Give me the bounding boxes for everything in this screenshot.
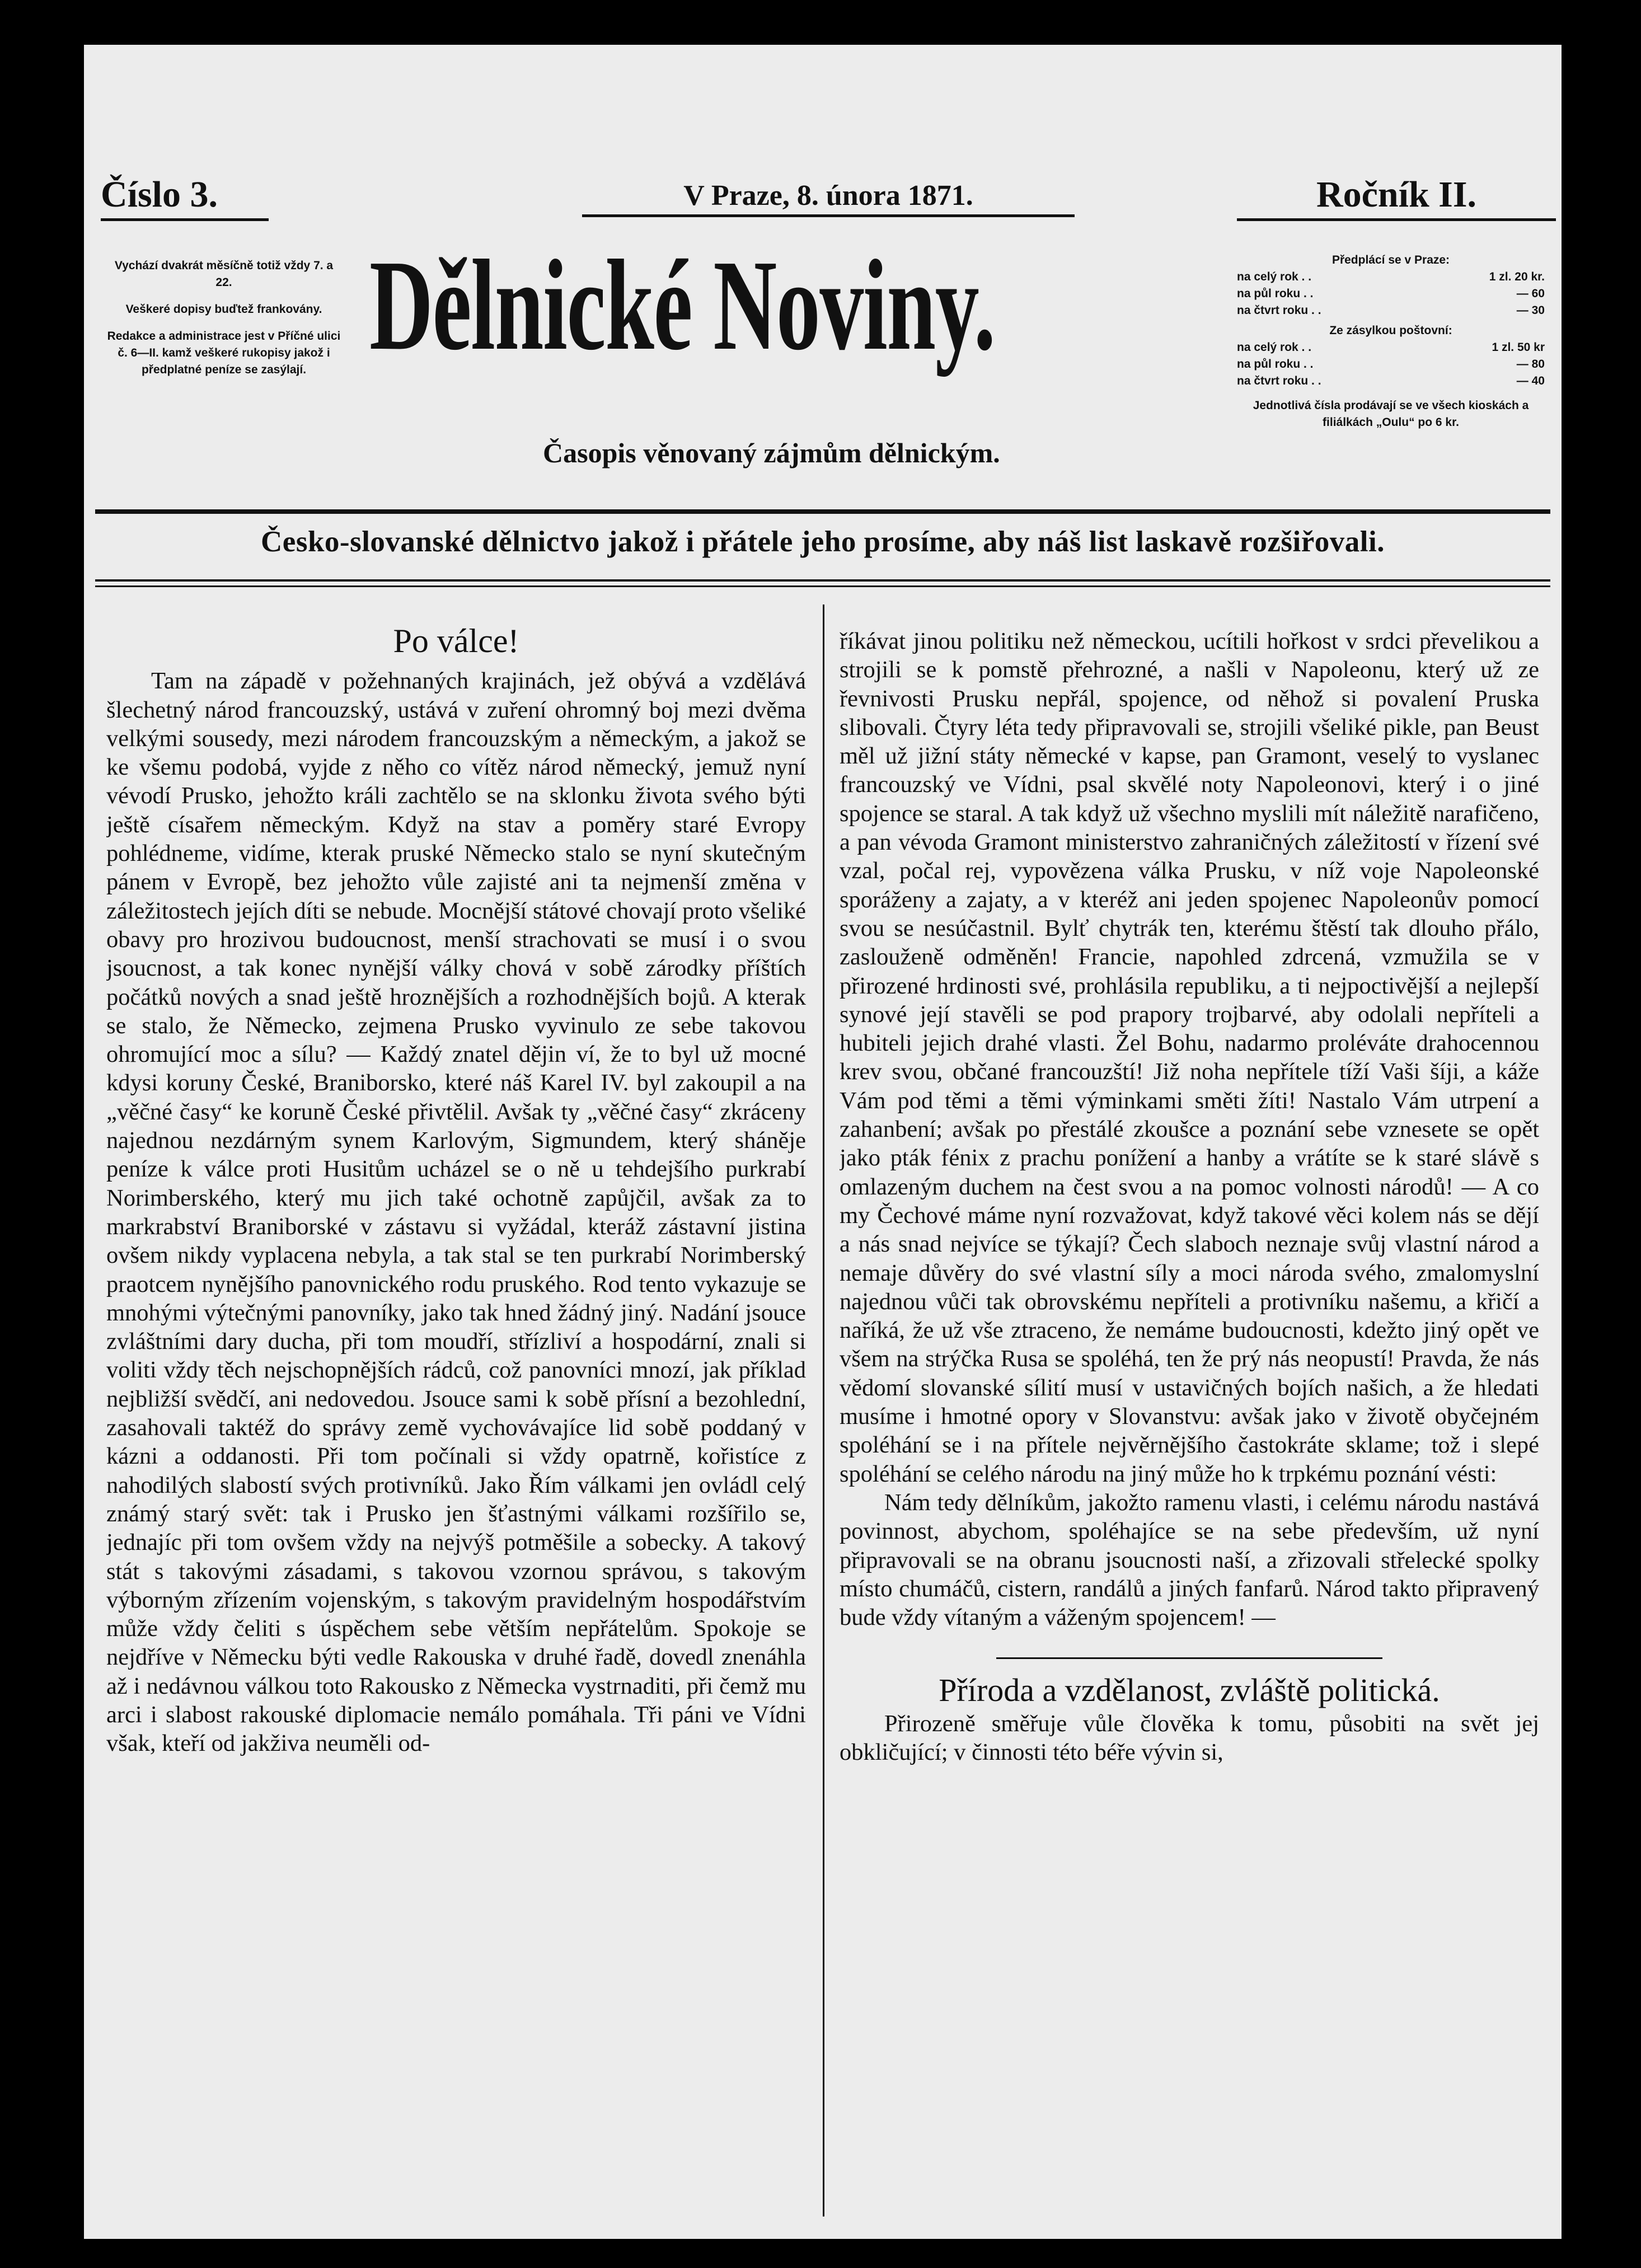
article-separator xyxy=(996,1657,1382,1659)
price-row: na celý rok . . 1 zl. 50 kr xyxy=(1237,341,1545,354)
place-date: V Praze, 8. února 1871. xyxy=(582,179,1075,217)
article-conclusion: Nám tedy dělníkům, jakožto ramenu vlasti, i celému národu nastává povinnost, abychom, spoléhajíce se na sebe především, už nyní připravovali se na obranu jsoucnosti naší, a zřizovali střelecké spolky místo chumáčů, cistern, randálů a jiných fanfarů. Národ takto připravený bude vždy vítaným a váženým spojencem! — xyxy=(840,1489,1539,1631)
second-article-text: Přirozeně směřuje vůle člověka k tomu, působiti na svět jej obkličující; v činnosti této béře vývin si, xyxy=(840,1710,1539,1765)
price-row: na čtvrt roku . . — 30 xyxy=(1237,304,1545,317)
price-row: na půl roku . . — 80 xyxy=(1237,358,1545,371)
price-row: na celý rok . . 1 zl. 20 kr. xyxy=(1237,270,1545,283)
editorial-address: Redakce a administrace jest v Příčné ulici č. 6—II. kamž veškeré rukopisy jakož i předplatné peníze se zasýlají. xyxy=(107,330,341,376)
issue-number: Číslo 3. xyxy=(101,174,269,221)
prague-heading: Předplácí se v Praze: xyxy=(1331,254,1450,266)
subscription-info xyxy=(1237,252,1545,431)
price-row: na čtvrt roku . . — 40 xyxy=(1237,374,1545,387)
banner-rule-top xyxy=(95,579,1550,582)
publication-schedule: Vychází dvakrát měsíčně totiž vždy 7. a 22. xyxy=(114,259,334,289)
second-article-title: Příroda a vzdělanost, zvláště politická. xyxy=(939,1672,1440,1709)
newspaper-title: Dělnické Noviny. xyxy=(369,233,995,377)
post-heading: Ze zásylkou poštovní: xyxy=(1329,324,1452,337)
banner-rule-bottom xyxy=(95,585,1550,587)
article-title: Po válce! xyxy=(393,627,519,659)
column-divider xyxy=(823,605,824,2217)
newspaper-page xyxy=(84,45,1562,2239)
single-copy-note: Jednotlivá čísla prodávají se ve všech kioskách a filiálkách „Oulu“ po 6 kr. xyxy=(1253,399,1529,429)
masthead-rule xyxy=(95,509,1550,514)
newspaper-subtitle: Časopis věnovaný zájmům dělnickým. xyxy=(543,437,1000,468)
volume-label: Ročník II. xyxy=(1237,174,1556,221)
article-column-1 xyxy=(106,627,806,2228)
publication-info xyxy=(106,257,341,388)
article-column-2 xyxy=(840,627,1539,2228)
banner-appeal: Česko-slovanské dělnictvo jakož i přátele jeho prosíme, aby náš list laskavě rozšiřovali. xyxy=(261,526,1385,558)
price-row: na půl roku . . — 60 xyxy=(1237,287,1545,300)
article-text-continued: říkávat jinou politiku než německou, ucítili hořkost v srdci převelikou a strojili se k pomstě přehrozné, a našli v Napoleonu, který už ze řevnivosti Prusku nepřál, spojence, od něhož si povalení Pruska slibovali. Čtyry léta tedy připravovali se, strojili všeliké pikle, pan Beust měl už jižní státy německé v kapse, pan Gramont, veselý to vyslanec francouzský ve Vídni, psal skvělé noty Napoleonovi, který i o jiné spojence se staral. A tak když už všechno myslili mít náležitě narafičeno, a pan vévoda Gramont ministerstvo zahraničných záležitostí v řízení své vzal, počal rej, vypovězena válka Prusku, v níž voje Napoleonské sporáženy a zajaty, a v kteréž ani jeden spojenec Napoleonův pomocí svou se nesúčastnil. Bylť chytrák ten, kterému štěstí tak dlouho přálo, zaslouženě odměněn! Francie, napohled zdrcená, vzmužila se v přirozené hrdinosti své, prohlásila republiku, a ti nejpoctivější a nejlepší synové její stavěli se pod prapory trojbarvé, aby odolali nepříteli a hubiteli jejich drahé vlasti. Žel Bohu, nadarmo proléváte drahocennou krev svou, občané francouzští! Již noha nepřítele tíží Vaši šíji, a káže Vám pod těmi a těmi výminkami směti žíti! Nastalo Vám utrpení a zahanbení; avšak po přestálé zkoušce a poznání sebe vznesete se opět jako pták fénix z prachu ponížení a hanby a vrátíte se k staré slávě s omlazeným duchem na čest svou a na pomoc volnosti národů! — A co my Čechové máme nyní rozvažovat, když takové věci kolem nás se dějí a nás snad nejvíce se týkají? Čech slaboch neznaje svůj vlastní národ a nemaje důvěry do své vlastní síly a moci národa svého, zmalomyslní najednou vůči tak obrovskému nepříteli a protivníku našemu, a křičí a naříká, že už vše ztraceno, že nemáme budoucnosti, kdežto jiný opět ve všem na strýčka Rusa se spoléhá, ten že prý nás neopustí! Pravda, že nás vědomí slovanské sílití musí v ustavičných bojích našich, a že hledati musíme i hmotné opory v Slovanstvu: avšak jako v životě obyčejném spoléhání se i na přítele nejvěrnějšího častokráte sklame; tož i slepé spoléhání se celého národu na jiný může ho k trpkému poznání vésti: xyxy=(840,628,1539,1487)
article-text: Tam na západě v požehnaných krajinách, jež obývá a vzdělává šlechetný národ francouzský, ustává v zuření ohromný boj mezi dvěma velkými sousedy, mezi národem francouzským a německým, a jakož se ke všemu podobá, vyjde z něho co vítěz národ německý, jemuž nyní vévodí Prusko, jehožto králi zachtělo se na sklonku života svého býti ještě císařem německým. Když na stav a poměry staré Evropy pohlédneme, vidíme, kterak pruské Německo stalo se nyní skutečným pánem v Evropě, bez jehožto vůle zajisté ani ta nejmenší změna v záležitostech jejích díti se nebude. Mocnější státové chovají proto všeliké obavy pro hrozivou budoucnost, menší strachovati se musí i o svou jsoucnost, a tak konec nynější války chová v sobě zárodky příštích počátků nových a snad ještě hroznějších a rozhodnějších bojů. A kterak se stalo, že Německo, zejmena Prusko vyvinulo ze sebe takovou ohromující moc a sílu? — Každý znatel dějin ví, že to byl už mocné kdysi koruny České, Braniborsko, které náš Karel IV. byl zakoupil a na „věčné časy“ ke koruně České přivtělil. Avšak ty „věčné časy“ zkráceny najednou nezdárným synem Karlovým, Sigmundem, který sháněje peníze k válce proti Husitům ucházel se o ně u tehdejšího purkrabí Norimberského, který mu jich také ochotně zapůjčil, avšak za to markrabství Braniborské v zástavu si vyžádal, kteráž zástavní jistina ovšem nikdy vyplacena nebyla, a tak stal se ten purkrabí Norimberský praotcem nynějšího panovnického rodu pruského. Rod tento vykazuje se mnohými výtečnými panovníky, jako tak hned žádný jiný. Nadání jsouce zvláštními dary ducha, při tom moudří, střízliví a hospodární, znali si voliti vždy těch nejschopnějších rádců, což panovníci mnozí, jak příklad nejbližší svědčí, ani nedovedou. Jsouce sami k sobě přísní a bezohlední, zasahovali taktéž do správy země vychovávajíce lid sobě poddaný v kázni a oddanosti. Při tom počínali si vždy opatrně, kořistíce z nahodilých slabostí svých protivníků. Jako Řím válkami jen ovládl celý známý starý svět: tak i Prusko jen šťastnými válkami rozšířilo se, jednajíc při tom ovšem vždy na nejvýš potměšile a sobecky. A takový stát s takovými zásadami, s takovou vzornou správou, s takovým výborným zřízením vojenským, s takovým pravidelným hospodářstvím může vždy čeliti s úspěchem sebe větším nepřátelům. Spokoje se nejdříve v Německu býti vedle Rakouska v druhé řadě, dovedl znenáhla až i nedávnou válkou toto Rakousko z Německa vystrnaditi, při čemž mu arci i slabost rakouské diplomacie nemálo pomáhala. Tři páni ve Vídni však, kteří od jakživa neuměli od- xyxy=(106,668,806,1757)
letters-note: Veškeré dopisy buďtež frankovány. xyxy=(125,303,322,316)
